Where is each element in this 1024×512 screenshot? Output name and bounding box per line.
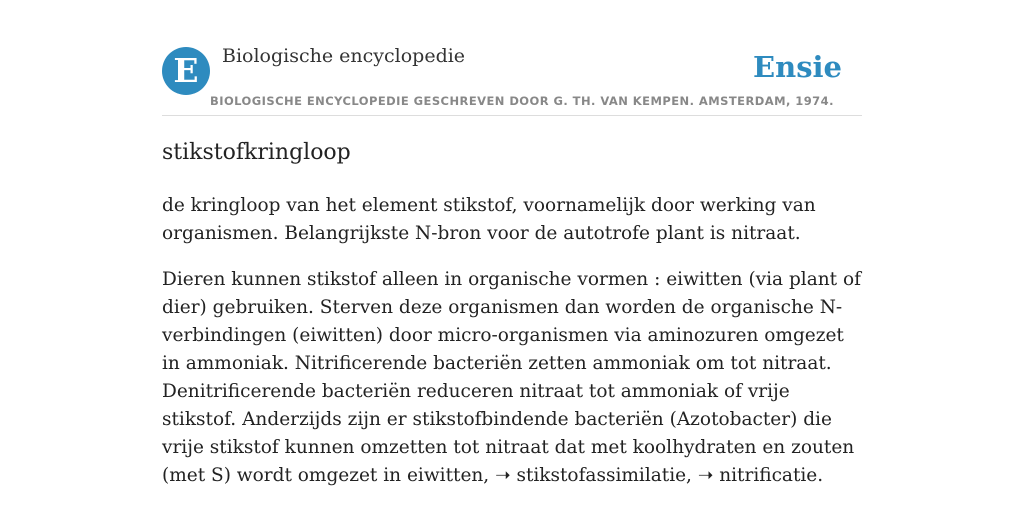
- entry-title: stikstofkringloop: [162, 140, 351, 165]
- page: [162, 0, 862, 512]
- header-divider: [162, 115, 862, 116]
- brand-logo[interactable]: Ensie: [753, 50, 842, 84]
- entry-paragraph: Dieren kunnen stikstof alleen in organische vormen : eiwitten (via plant of dier) gebruiken. Sterven deze organismen dan worden de organische N-verbindingen (eiwitten) door micro-organismen via aminozuren omgezet in ammoniak. Nitrificerende bacteriën zetten ammoniak om tot nitraat. Denitrificerende bacteriën reduceren nitraat tot ammoniak of vrije stikstof. Anderzijds zijn er stikstofbindende bacteriën (Azotobacter) die vrije stikstof kunnen omzetten tot nitraat dat met koolhydraten en zouten (met S) wordt omgezet in eiwitten, ➝ stikstofassimilatie, ➝ nitrificatie.: [162, 269, 861, 486]
- entry-body: [162, 192, 862, 508]
- source-subtitle: BIOLOGISCHE ENCYCLOPEDIE GESCHREVEN DOOR G. TH. VAN KEMPEN. AMSTERDAM, 1974.: [210, 94, 834, 108]
- ensie-logo-icon[interactable]: E: [162, 47, 210, 95]
- site-title[interactable]: Biologische encyclopedie: [222, 45, 466, 67]
- entry-paragraph: de kringloop van het element stikstof, voornamelijk door werking van organismen. Belangrijkste N-bron voor de autotrofe plant is nitraat.: [162, 195, 816, 244]
